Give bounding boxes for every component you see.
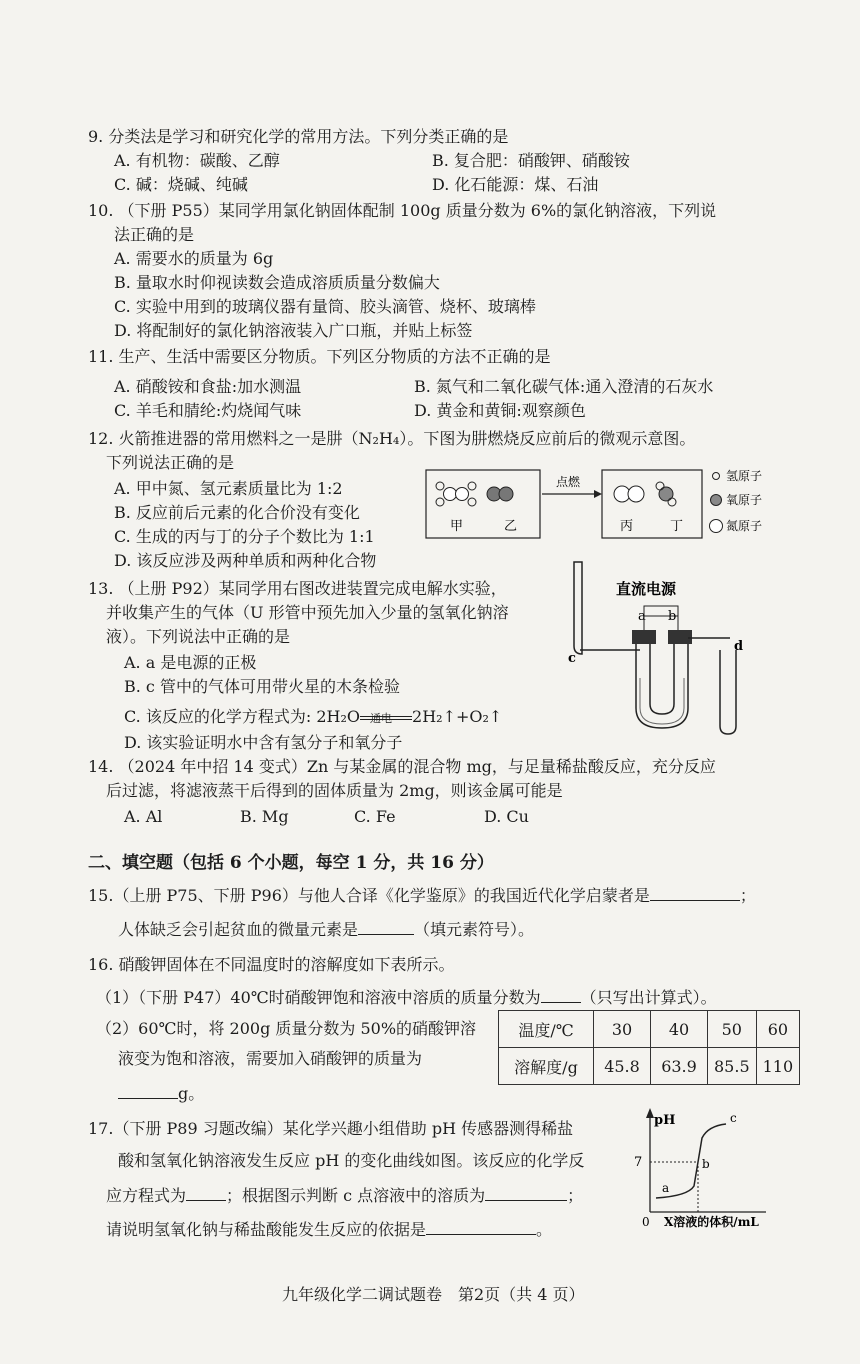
q14-option-d: D. Cu [484,807,529,826]
q9-option-c: C. 碱：烧碱、纯碱 [114,175,248,194]
q13-stem: 13. （上册 P92）某同学用右图改进装置完成电解水实验， [88,579,507,598]
q11-option-d: D. 黄金和黄铜:观察颜色 [414,401,586,420]
table-row: 溶解度/g 45.8 63.9 85.5 110 [499,1048,800,1085]
q16-part2-line2: 液变为饱和溶液，需要加入硝酸钾的质量为 [118,1049,423,1068]
q9-option-d: D. 化石能源：煤、石油 [432,175,599,194]
solubility-table [498,1010,800,1085]
q16-blank-2 [118,1082,178,1099]
x-axis-label: X溶液的体积/mL [664,1215,759,1229]
q12-option-b: B. 反应前后元素的化合价没有变化 [114,503,360,522]
point-b: b [702,1157,710,1171]
section-title: 二、填空题（包括 6 个小题，每空 1 分，共 16 分） [88,853,494,873]
header-temperature: 温度/℃ [499,1011,594,1048]
legend-hydrogen: 氢原子 [726,469,763,483]
arrow-label: 点燃 [556,475,581,489]
q17-line2: 酸和氢氧化钠溶液发生反应 pH 的变化曲线如图。该反应的化学反 [118,1151,585,1170]
q12-stem: 12. 火箭推进器的常用燃料之一是肼（N₂H₄）。下图为肼燃烧反应前后的微观示意图。 [88,429,696,448]
label-a: a [638,609,646,624]
equation-products: 2H₂↑+O₂↑ [412,707,503,726]
q17-line4: 请说明氢氧化钠与稀盐酸能发生反应的依据是 。 [106,1220,553,1239]
q10-stem: 10. （下册 P55）某同学用氯化钠固体配制 100g 质量分数为 6%的氯化钠溶液，下列说 [88,201,717,220]
ph-curve-graph [630,1106,790,1230]
nitrogen-molecule [614,486,644,502]
q10-option-b: B. 量取水时仰视读数会造成溶质质量分数偏大 [114,273,440,292]
apparatus-title: 直流电源 [616,580,677,598]
label-ding: 丁 [670,519,684,534]
q14-stem-cont: 后过滤，将滤液蒸干后得到的固体质量为 2mg，则该金属可能是 [106,781,563,800]
q14-option-a: A. Al [124,807,163,826]
q13-option-c-prefix: C. 该反应的化学方程式为: [124,707,312,726]
q10-option-c: C. 实验中用到的玻璃仪器有量筒、胶头滴管、烧杯、玻璃棒 [114,297,536,316]
collection-tube-c [574,562,582,654]
product-box [602,470,702,538]
q12-option-c: C. 生成的丙与丁的分子个数比为 1:1 [114,527,375,546]
q12-stem-cont: 下列说法正确的是 [106,453,235,472]
q12-option-d: D. 该反应涉及两种单质和两种化合物 [114,551,377,570]
q16-stem: 16. 硝酸钾固体在不同温度时的溶解度如下表所示。 [88,955,455,974]
collection-tube-d [720,650,736,734]
q14-option-c: C. Fe [354,807,396,826]
q17-blank-1 [186,1184,226,1201]
q11-option-a: A. 硝酸铵和食盐:加水测温 [114,377,302,396]
water-molecule [656,482,676,506]
legend-oxygen-icon [711,495,722,506]
q10-stem-cont: 法正确的是 [114,225,195,244]
q17-line3: 应方程式为 ；根据图示判断 c 点溶液中的溶质为 ； [106,1186,584,1205]
q15-line1: 15.（上册 P75、下册 P96）与他人合译《化学鉴原》的我国近代化学启蒙者是 ； [88,886,756,905]
y-axis-label: pH [654,1113,676,1128]
legend-hydrogen-icon [713,473,720,480]
q15-blank-2 [358,918,414,935]
page-footer: 九年级化学二调试题卷 第2页（共 4 页） [282,1285,585,1304]
q14-option-b: B. Mg [240,807,289,826]
label-c: c [568,651,576,666]
q17-line1: 17.（下册 P89 习题改编）某化学兴趣小组借助 pH 传感器测得稀盐 [88,1119,574,1138]
q14-stem: 14. （2024 年中招 14 变式）Zn 与某金属的混合物 mg，与足量稀盐酸反应，充分反应 [88,757,716,776]
legend-nitrogen: 氮原子 [726,519,763,533]
u-tube [636,644,688,728]
equation-reactant: 2H₂O [316,707,361,726]
label-jia: 甲 [450,519,464,534]
q9-stem: 9. 分类法是学习和研究化学的常用方法。下列分类正确的是 [88,127,509,146]
point-a: a [662,1181,670,1195]
q13-option-d: D. 该实验证明水中含有氢分子和氧分子 [124,733,403,752]
q11-option-c: C. 羊毛和腈纶:灼烧闻气味 [114,401,302,420]
legend-nitrogen-icon [710,520,723,533]
q13-option-c: C. 该反应的化学方程式为: 2H₂O 通电 2H₂↑+O₂↑ [124,707,503,726]
q15-blank-1 [650,884,740,901]
q13-option-b: B. c 管中的气体可用带火星的木条检验 [124,677,400,696]
legend-oxygen: 氧原子 [726,493,763,507]
label-bing: 丙 [620,519,634,534]
q11-option-b: B. 氮气和二氧化碳气体:通入澄清的石灰水 [414,377,714,396]
q12-option-a: A. 甲中氮、氢元素质量比为 1:2 [114,479,343,498]
q13-stem-cont2: 液）。下列说法中正确的是 [106,627,291,646]
electrolysis-apparatus [560,558,760,738]
q17-blank-3 [426,1218,536,1235]
q10-option-d: D. 将配制好的氯化钠溶液装入广口瓶，并贴上标签 [114,321,473,340]
q13-stem-cont1: 并收集产生的气体（U 形管中预先加入少量的氢氧化钠溶 [106,603,509,622]
oxygen-molecule [487,487,513,501]
q9-option-a: A. 有机物：碳酸、乙醇 [114,151,280,170]
q13-option-a: A. a 是电源的正极 [124,653,257,672]
q16-blank-1 [541,986,581,1003]
label-b: b [668,609,677,624]
hydrazine-molecule [436,482,476,506]
q9-option-b: B. 复合肥：硝酸钾、硝酸铵 [432,151,630,170]
reaction-micro-diagram [420,460,763,550]
q16-part2-line3: g。 [118,1082,204,1105]
label-d: d [734,639,744,654]
origin-label: 0 [642,1215,650,1229]
q10-option-a: A. 需要水的质量为 6g [114,249,274,268]
table-row: 温度/℃ 30 40 50 60 [499,1011,800,1048]
q16-part2-line1: （2）60℃时，将 200g 质量分数为 50%的硝酸钾溶 [96,1019,477,1038]
point-c: c [730,1111,737,1125]
header-solubility: 溶解度/g [499,1048,594,1085]
q16-part1: （1）（下册 P47）40℃时硝酸钾饱和溶液中溶质的质量分数为 （只写出计算式）。 [96,988,717,1007]
q11-stem: 11. 生产、生活中需要区分物质。下列区分物质的方法不正确的是 [88,347,551,366]
q15-line2: 人体缺乏会引起贫血的微量元素是 （填元素符号）。 [118,920,535,939]
label-yi: 乙 [504,519,518,534]
y-tick-7: 7 [634,1155,643,1170]
q17-blank-2 [485,1184,567,1201]
